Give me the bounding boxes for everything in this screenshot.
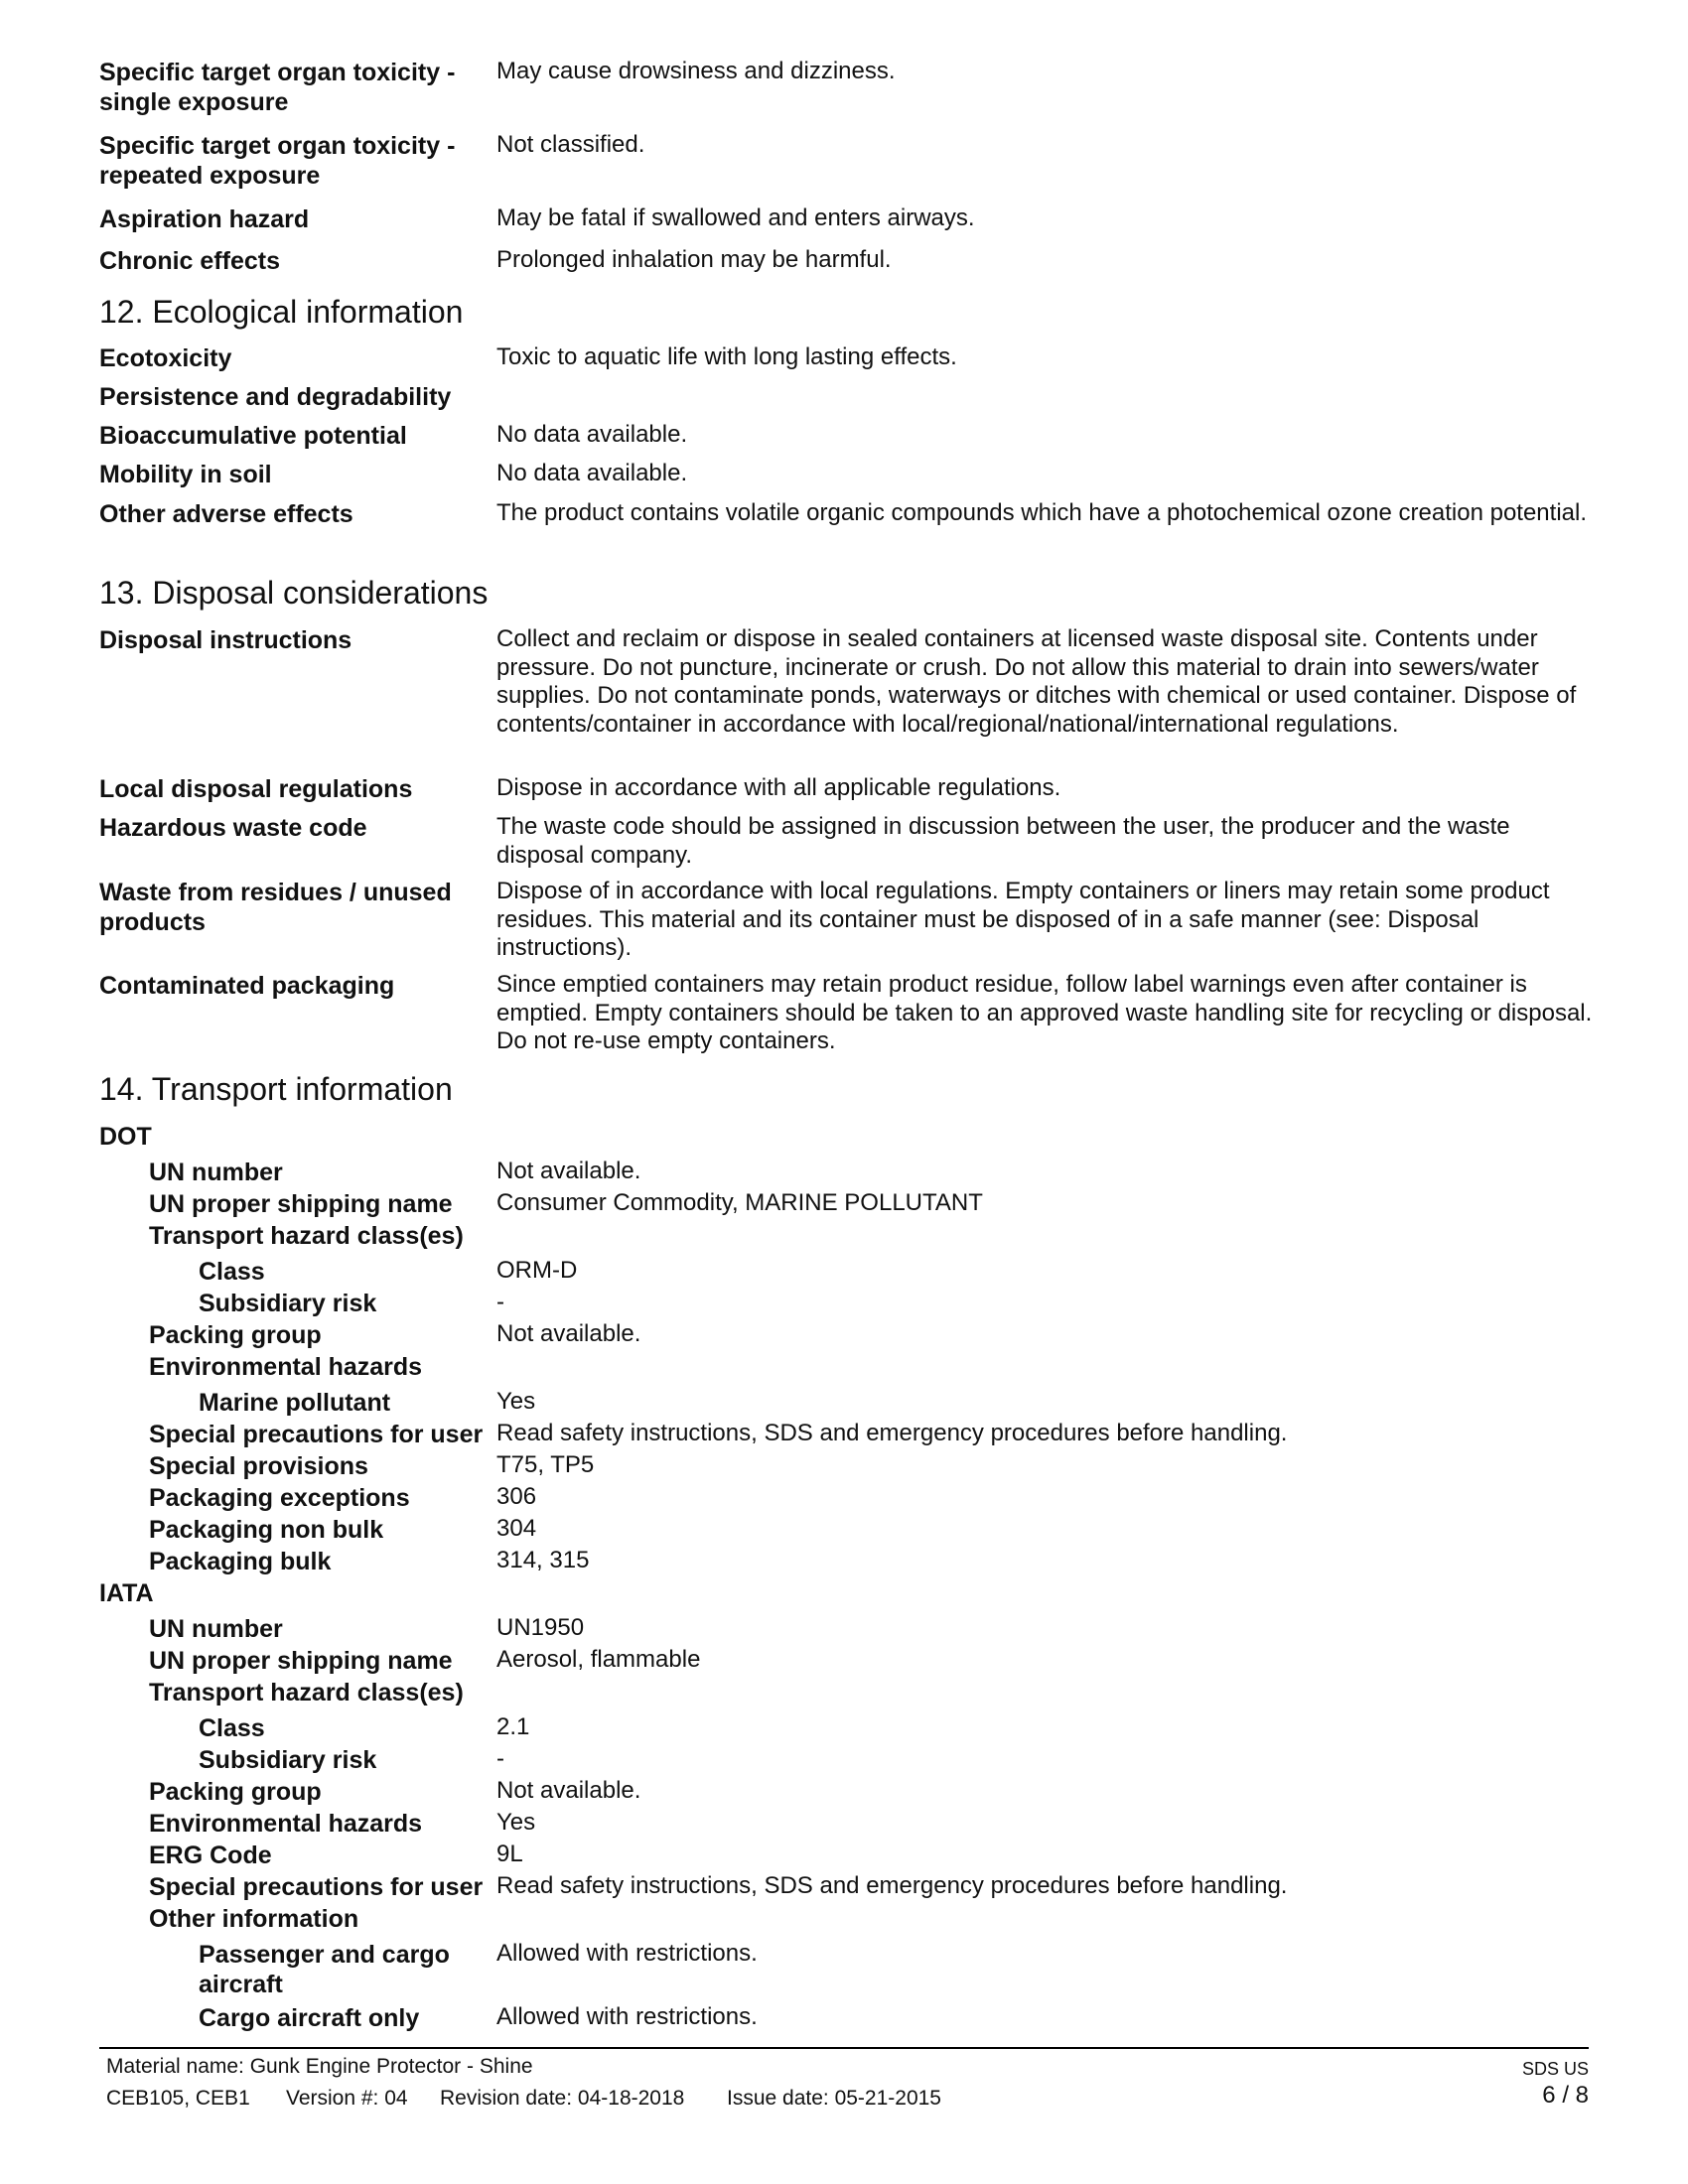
row-label: Other information: [149, 1905, 359, 1933]
row-label: Subsidiary risk: [199, 1290, 377, 1317]
row-label: Chronic effects: [99, 247, 280, 275]
row-label: Special provisions: [149, 1452, 368, 1480]
row-value: 9L: [496, 1841, 523, 1867]
row-value: Yes: [496, 1388, 536, 1415]
row-value: Not available.: [496, 1777, 641, 1804]
row-label: Cargo aircraft only: [199, 2004, 420, 2032]
row-value: 306: [496, 1483, 537, 1510]
dot-heading: DOT: [99, 1123, 152, 1151]
row-label: Waste from residues / unused products: [99, 879, 452, 936]
row-value: UN1950: [496, 1614, 585, 1641]
row-label: Class: [199, 1258, 265, 1286]
row-label: Environmental hazards: [149, 1810, 423, 1838]
row-label: Transport hazard class(es): [149, 1222, 464, 1250]
row-value: Since emptied containers may retain product residue, follow label warnings even after container is emptied. Empty containers should be taken to an approved waste handling site for recycling or disposal. Do not re-use empty containers.: [496, 971, 1593, 1054]
row-value: Dispose of in accordance with local regulations. Empty containers or liners may retain some product residues. This material and its container must be disposed of in a safe manner (see: Disposal instructions).: [496, 878, 1550, 961]
row-label: Packaging exceptions: [149, 1484, 410, 1512]
row-value: 314, 315: [496, 1547, 590, 1573]
row-value: Not available.: [496, 1158, 641, 1184]
row-value: Aerosol, flammable: [496, 1646, 701, 1673]
row-label: Persistence and degradability: [99, 383, 452, 411]
row-value: The waste code should be assigned in discussion between the user, the producer and the waste disposal company.: [496, 813, 1510, 869]
row-label: Passenger and cargo aircraft: [199, 1941, 450, 1998]
row-label: Disposal instructions: [99, 626, 352, 654]
row-value: T75, TP5: [496, 1451, 595, 1478]
section-13-title: 13. Disposal considerations: [99, 575, 489, 611]
row-label: UN proper shipping name: [149, 1647, 453, 1675]
row-value: No data available.: [496, 460, 688, 486]
row-label: Class: [199, 1714, 265, 1742]
row-value: -: [496, 1289, 504, 1315]
row-value: May be fatal if swallowed and enters airways.: [496, 205, 975, 231]
version-number: Version #: 04: [286, 2087, 408, 2110]
row-value: Dispose in accordance with all applicable regulations.: [496, 774, 1061, 801]
row-label: Subsidiary risk: [199, 1746, 377, 1774]
row-label: Special precautions for user: [149, 1421, 484, 1448]
row-label: Mobility in soil: [99, 461, 272, 488]
row-label: Marine pollutant: [199, 1389, 391, 1417]
footer-divider: [99, 2047, 1589, 2049]
row-label: Special precautions for user: [149, 1873, 484, 1901]
row-value: 304: [496, 1515, 537, 1542]
row-label: Local disposal regulations: [99, 775, 413, 803]
document-type: SDS US: [1521, 2059, 1589, 2079]
row-label: Specific target organ toxicity - repeated exposure: [99, 132, 456, 190]
row-value: The product contains volatile organic compounds which have a photochemical ozone creation potential.: [496, 499, 1587, 526]
row-value: Yes: [496, 1809, 536, 1836]
row-value: May cause drowsiness and dizziness.: [496, 58, 896, 84]
section-14-title: 14. Transport information: [99, 1071, 453, 1107]
row-label: Ecotoxicity: [99, 344, 232, 372]
row-label: Transport hazard class(es): [149, 1679, 464, 1706]
row-label: Aspiration hazard: [99, 205, 310, 233]
row-value: ORM-D: [496, 1257, 578, 1284]
row-value: Not available.: [496, 1320, 641, 1347]
row-label: Packaging non bulk: [149, 1516, 384, 1544]
row-value: Allowed with restrictions.: [496, 2003, 758, 2030]
row-label: Contaminated packaging: [99, 972, 395, 1000]
row-value: 2.1: [496, 1713, 530, 1740]
row-value: Toxic to aquatic life with long lasting effects.: [496, 343, 957, 370]
row-label: UN proper shipping name: [149, 1190, 453, 1218]
row-value: Read safety instructions, SDS and emergency procedures before handling.: [496, 1872, 1288, 1899]
iata-heading: IATA: [99, 1579, 154, 1607]
row-label: Specific target organ toxicity - single exposure: [99, 59, 456, 116]
row-label: Environmental hazards: [149, 1353, 423, 1381]
revision-date: Revision date: 04-18-2018: [440, 2087, 685, 2110]
section-12-title: 12. Ecological information: [99, 294, 464, 330]
row-value: Read safety instructions, SDS and emergency procedures before handling.: [496, 1420, 1288, 1446]
page-number: 6 / 8: [1542, 2082, 1589, 2109]
row-value: Allowed with restrictions.: [496, 1940, 758, 1967]
product-codes: CEB105, CEB1: [106, 2087, 250, 2110]
row-value: Consumer Commodity, MARINE POLLUTANT: [496, 1189, 983, 1216]
material-name: Material name: Gunk Engine Protector - Shine: [106, 2055, 533, 2078]
row-label: Packing group: [149, 1321, 322, 1349]
row-value: -: [496, 1745, 504, 1772]
row-label: Hazardous waste code: [99, 814, 367, 842]
row-label: UN number: [149, 1159, 283, 1186]
row-value: Collect and reclaim or dispose in sealed containers at licensed waste disposal site. Contents under pressure. Do not puncture, incinerate or crush. Do not allow this material to drain into sewers/water supplies. Do not contaminate ponds, waterways or ditches with chemical or used container. Dispose of contents/container in accordance with local/regional/national/international regulations.: [496, 625, 1577, 738]
row-label: Packing group: [149, 1778, 322, 1806]
issue-date: Issue date: 05-21-2015: [727, 2087, 941, 2110]
row-label: Other adverse effects: [99, 500, 353, 528]
row-label: Packaging bulk: [149, 1548, 332, 1575]
row-value: No data available.: [496, 421, 688, 448]
row-label: UN number: [149, 1615, 283, 1643]
row-label: ERG Code: [149, 1842, 272, 1869]
row-label: Bioaccumulative potential: [99, 422, 407, 450]
row-value: Not classified.: [496, 131, 645, 158]
row-value: Prolonged inhalation may be harmful.: [496, 246, 892, 273]
